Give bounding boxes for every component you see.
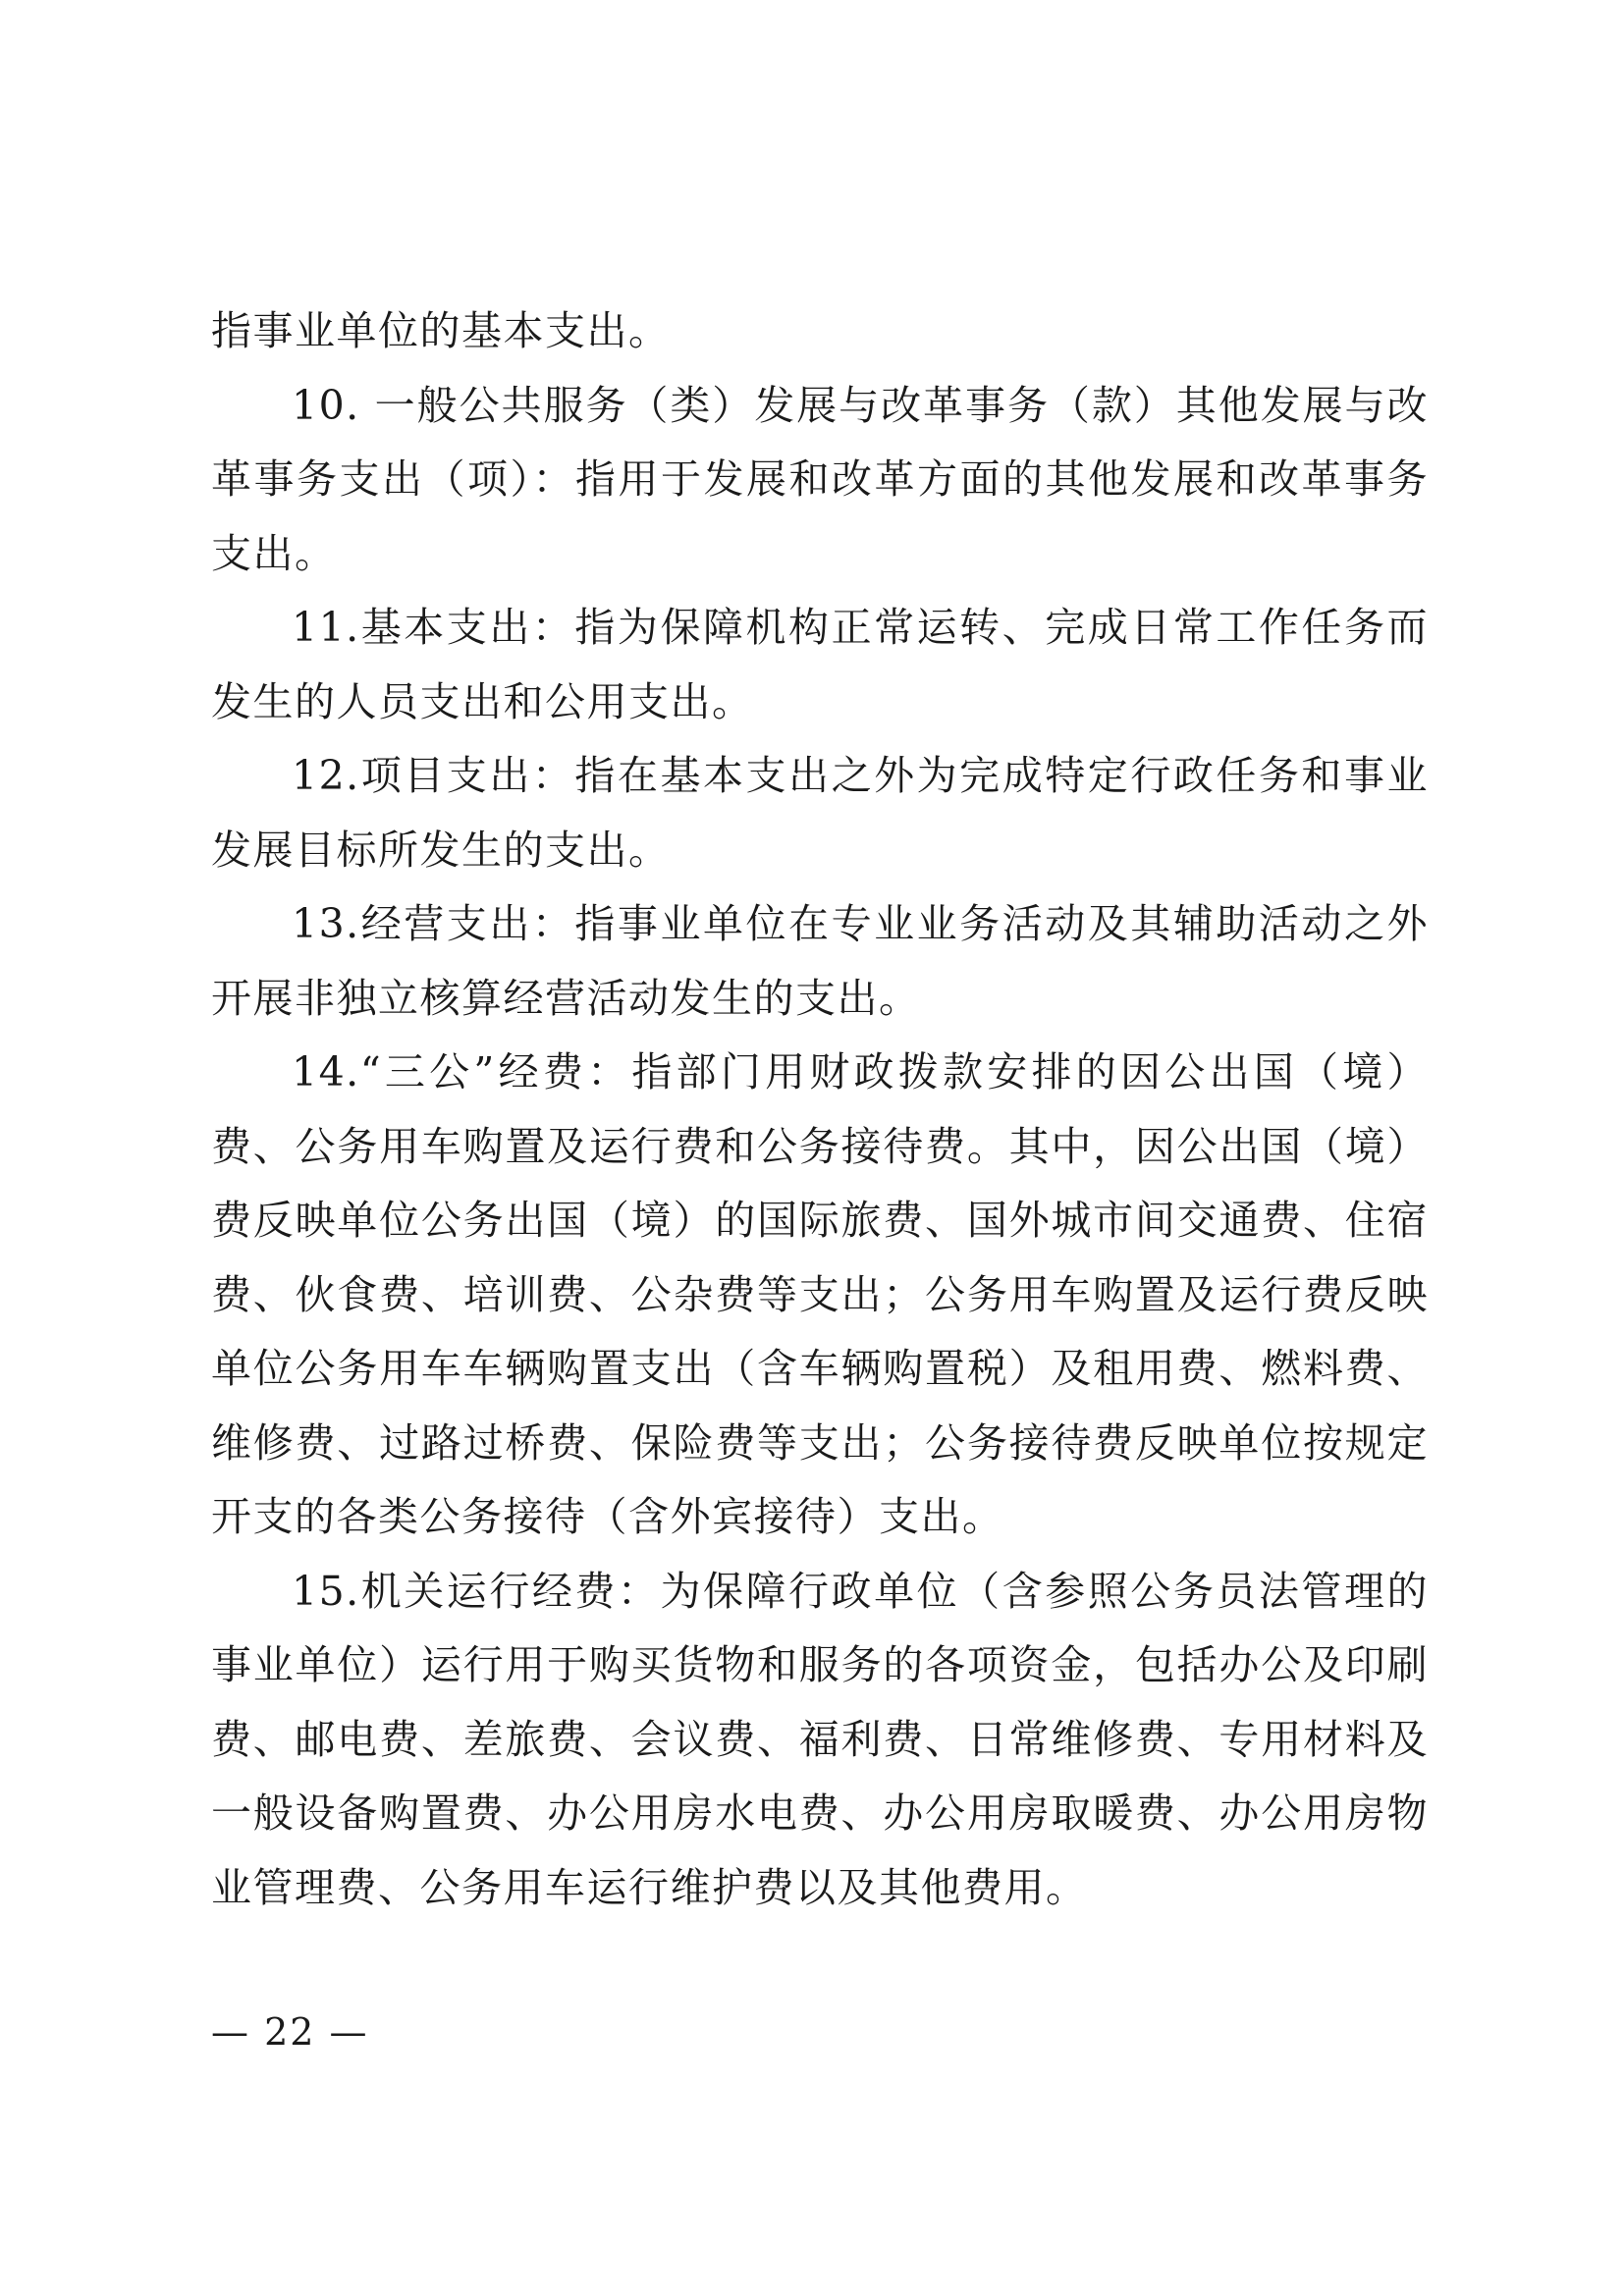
paragraph-continuation: 指事业单位的基本支出。	[211, 307, 671, 354]
body-text	[211, 294, 1429, 1925]
paragraph-item-15: 15.机关运行经费：为保障行政单位（含参照公务员法管理的事业单位）运行用于购买货物和服务的各项资金，包括办公及印刷费、邮电费、差旅费、会议费、福利费、日常维修费、专用材料及一般设备购置费、办公用房水电费、办公用房取暖费、办公用房物业管理费、公务用车运行维护费以及其他费用。	[211, 1567, 1429, 1911]
paragraph-item-10: 10. 一般公共服务（类）发展与改革事务（款）其他发展与改革事务支出（项）：指用于发展和改革方面的其他发展和改革事务支出。	[211, 381, 1429, 577]
paragraph-item-11: 11.基本支出：指为保障机构正常运转、完成日常工作任务而发生的人员支出和公用支出。	[211, 604, 1429, 725]
paragraph-item-13: 13.经营支出：指事业单位在专业业务活动及其辅助活动之外开展非独立核算经营活动发生的支出。	[211, 900, 1429, 1022]
paragraph-item-14: 14.“三公”经费：指部门用财政拨款安排的因公出国（境）费、公务用车购置及运行费和公务接待费。其中，因公出国（境）费反映单位公务出国（境）的国际旅费、国外城市间交通费、住宿费、伙食费、培训费、公杂费等支出；公务用车购置及运行费反映单位公务用车车辆购置支出（含车辆购置税）及租用费、燃料费、维修费、过路过桥费、保险费等支出；公务接待费反映单位按规定开支的各类公务接待（含外宾接待）支出。	[211, 1048, 1429, 1540]
paragraph-item-12: 12.项目支出：指在基本支出之外为完成特定行政任务和事业发展目标所发生的支出。	[211, 752, 1429, 874]
page-number: — 22 —	[211, 2010, 369, 2054]
